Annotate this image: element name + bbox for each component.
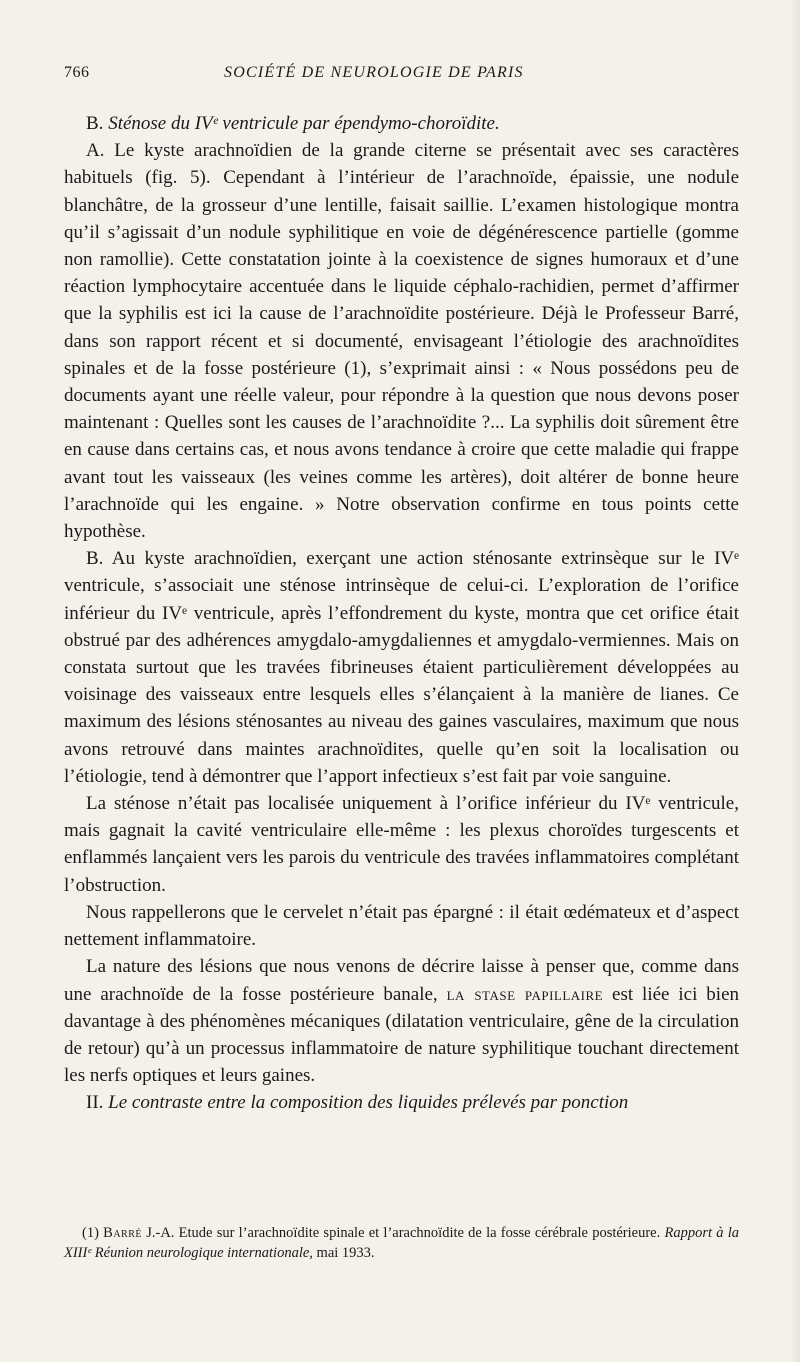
section-ii-prefix: II. <box>86 1092 109 1114</box>
paragraph-2: B. Au kyste arachnoïdien, exerçant une action sténosante extrinsèque sur le IVᵉ ventricule, s’associait une sténose intrinsèque de celui-ci. L’exploration de l’orifice inférieur du IVᵉ ventricule, après l’effondrement du kyste, montra que cet orifice était obstrué par des adhérences amygdalo-amygdaliennes et amygdalo-vermiennes. Mais on constata surtout que les travées fibrineuses étaient particulièrement développées au voisinage des vaisseaux entre lesquels elles s’élançaient à la manière de lianes. Ce maximum des lésions sténosantes au niveau des gaines vasculaires, maximum que nous avons retrouvé dans maintes arachnoïdites, quelle qu’en soit la localisation ou l’étiologie, tend à démontrer que l’apport infectieux s’est fait par voie sanguine. <box>64 548 739 787</box>
section-b-title: Sténose du IVᵉ ventricule par épendymo-choroïdite. <box>108 113 500 134</box>
section-b-prefix: B. <box>86 113 109 134</box>
paragraph-5-start: La nature des lésions que nous venons de décrire laisse à penser que, comme dans une arachnoïde de la fosse postérieure banale, <box>64 956 739 1005</box>
footnote-end: mai 1933. <box>312 1245 375 1261</box>
paragraph-4: Nous rappellerons que le cervelet n’était pas épargné : il était œdémateux et d’aspect nettement inflammatoire. <box>64 901 739 951</box>
footnote-text <box>64 1223 739 1263</box>
footnote-italic: Rapport à la XIIIᵉ Réunion neurologique internationale, <box>64 1225 739 1261</box>
section-ii-heading <box>64 1089 739 1116</box>
page-edge-shadow <box>790 0 800 1362</box>
section-b-heading <box>64 110 739 137</box>
section-ii-title: Le contraste entre la composition des liquides prélevés par ponction <box>108 1092 629 1114</box>
running-title: SOCIÉTÉ DE NEUROLOGIE DE PARIS <box>224 64 524 81</box>
paragraph-5-smallcaps: la stase papillaire <box>446 983 604 1005</box>
footnote <box>64 1223 739 1263</box>
page-number: 766 <box>64 64 90 81</box>
paragraph-3: La sténose n’était pas localisée uniquement à l’orifice inférieur du IVᵉ ventricule, mais gagnait la cavité ventriculaire elle-même : les plexus choroïdes turgescents et enflammés lançaient vers les parois du ventricule des travées inflammatoires complétant l’obstruction. <box>64 793 739 896</box>
paragraph-5 <box>64 953 739 1089</box>
paragraph-1: A. Le kyste arachnoïdien de la grande citerne se présentait avec ses caractères habituels (fig. 5). Cependant à l’intérieur de l’arachnoïde, épaissie, une nodule blanchâtre, de la grosseur d’une lentille, faisait saillie. L’examen histologique montra qu’il s’agissait d’un nodule syphilitique en voie de dégénérescence partielle (gomme non ramollie). Cette constatation jointe à la coexistence de signes humoraux et d’une réaction lymphocytaire accentuée dans le liquide céphalo-rachidien, permet d’affirmer que la syphilis est ici la cause de l’arachnoïdite postérieure. Déjà le Professeur Barré, dans son rapport récent et si documenté, envisageant l’étiologie des arachnoïdites spinales et de la fosse postérieure (1), s’exprimait ainsi : « Nous possédons peu de documents ayant une réelle valeur, pour répondre à la question que nous devons poser maintenant : Quelles sont les causes de l’arachnoïdite ?... La syphilis doit sûrement être en cause dans certains cas, et nous avons tendance à croire que cette maladie qui frappe avant tout les vaisseaux (les veines comme les artères), doit altérer de bonne heure l’arachnoïde qui les engaine. » Notre observation confirme en tous points cette hypothèse. <box>64 140 739 543</box>
paragraph-5-end: est liée ici bien davantage à des phénomènes mécaniques (dilatation ventriculaire, gêne de la circulation de retour) qu’à un processus inflammatoire de nature syphilitique touchant directement les nerfs optiques et leurs gaines. <box>64 983 740 1087</box>
footnote-marker: (1) <box>82 1225 104 1241</box>
footnote-plain: J.-A. Etude sur l’arachnoïdite spinale et l’arachnoïdite de la fosse cérébrale postérieure. <box>142 1225 665 1241</box>
running-header <box>64 64 739 88</box>
body-text <box>64 110 739 1117</box>
footnote-author: Barré <box>103 1225 142 1241</box>
